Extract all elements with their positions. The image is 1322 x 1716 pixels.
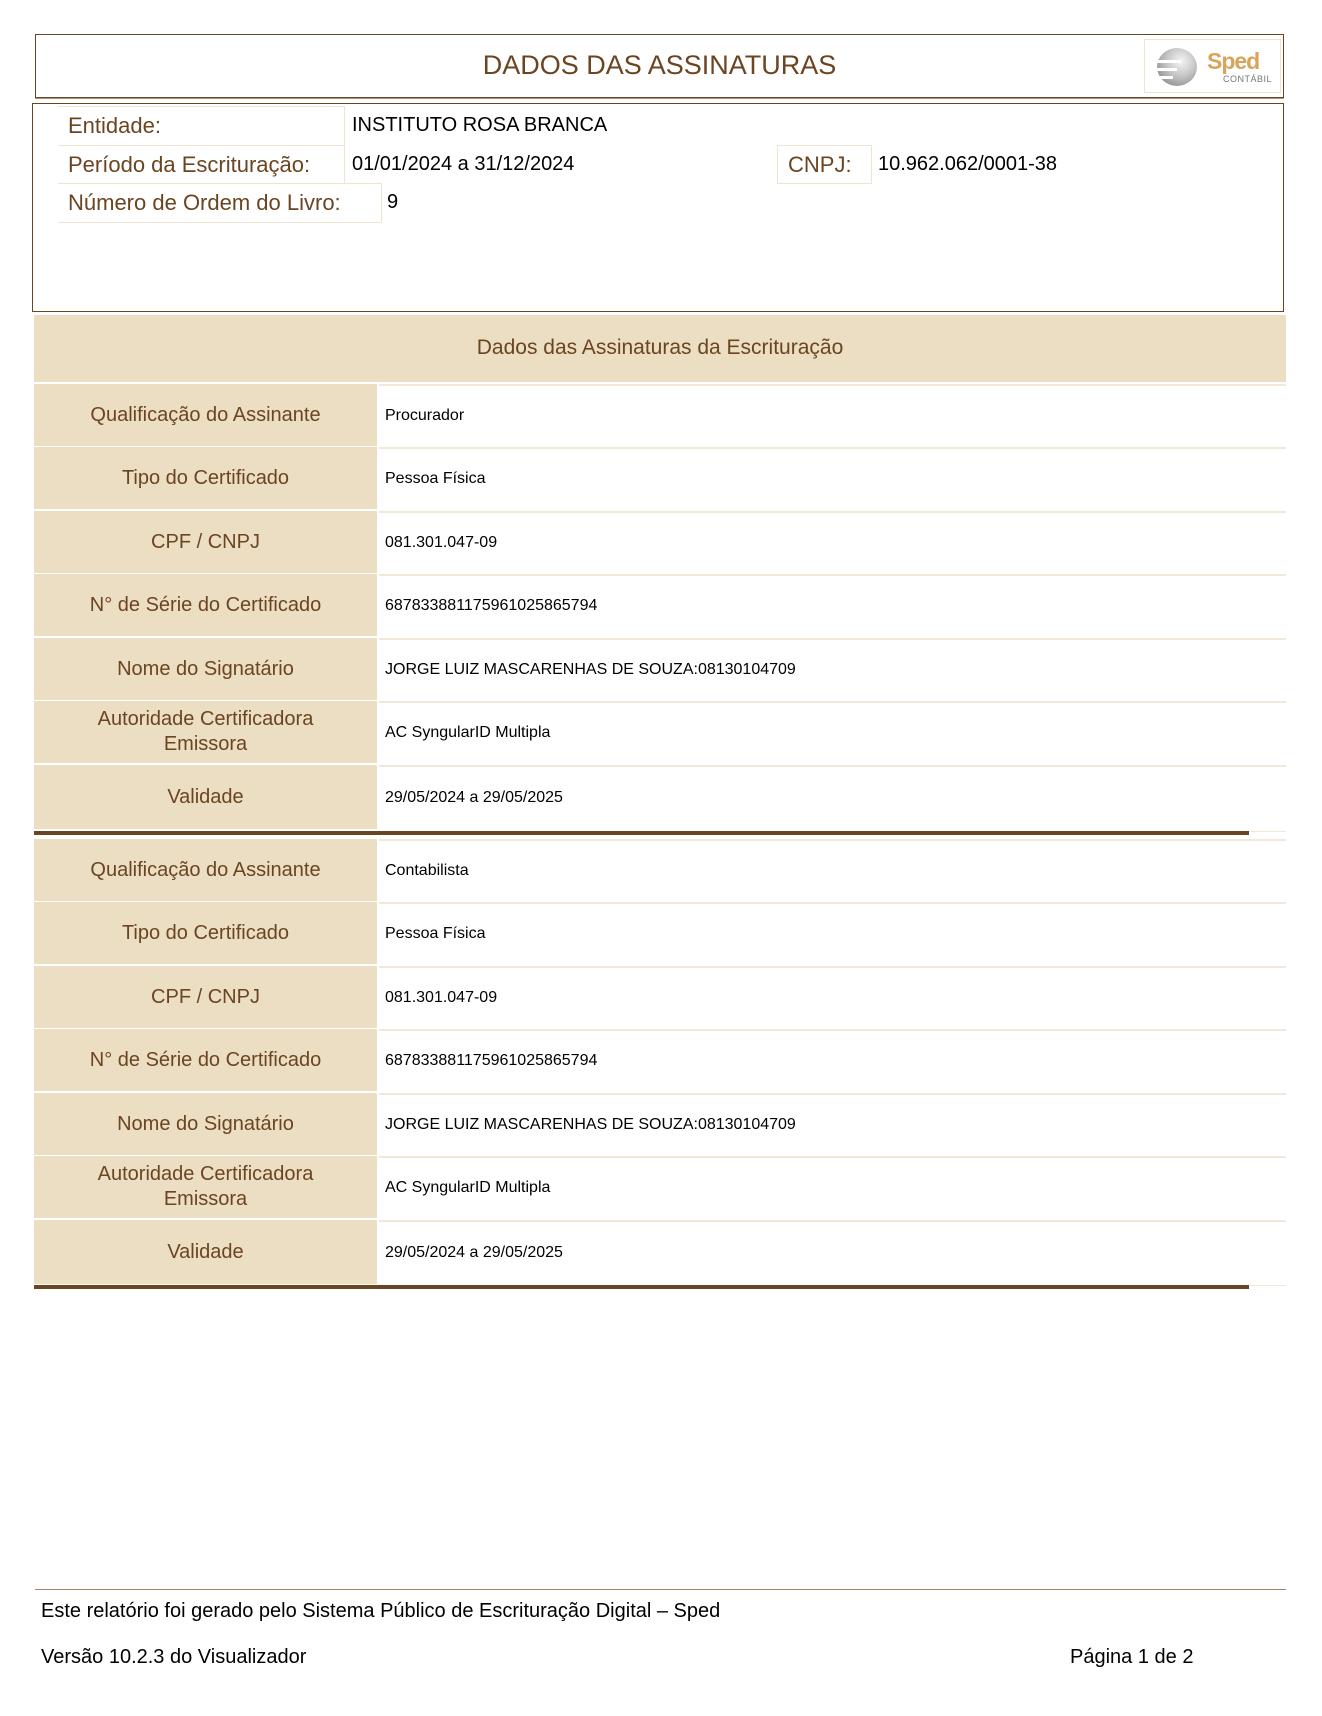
section-title: Dados das Assinaturas da Escrituração [476, 336, 844, 359]
row-label: CPF / CNPJ [34, 966, 377, 1028]
numero-ordem-value: 9 [387, 191, 399, 213]
table-row [34, 966, 1286, 1028]
row-value: Procurador [379, 384, 1286, 446]
row-value: AC SyngularID Multipla [379, 701, 1286, 763]
row-value: Pessoa Física [379, 447, 1286, 509]
row-label: Validade [34, 765, 377, 829]
row-value: 081.301.047-09 [379, 966, 1286, 1028]
periodo-value: 01/01/2024 a 31/12/2024 [352, 153, 575, 175]
periodo-label: Período da Escrituração: [58, 145, 345, 184]
footer-divider [35, 1589, 1286, 1590]
row-label: Autoridade Certificadora Emissora [34, 1156, 377, 1218]
logo-subtitle: CONTÁBIL [1223, 74, 1273, 84]
row-value: JORGE LUIZ MASCARENHAS DE SOUZA:08130104709 [379, 638, 1286, 700]
footer-page-number: Página 1 de 2 [1070, 1646, 1194, 1668]
row-label: Nome do Signatário [34, 1093, 377, 1155]
row-label: N° de Série do Certificado [34, 574, 377, 636]
row-value: Contabilista [379, 839, 1286, 901]
row-label: N° de Série do Certificado [34, 1029, 377, 1091]
table-row [34, 384, 1286, 446]
entidade-value: INSTITUTO ROSA BRANCA [352, 114, 608, 136]
table-row [34, 1220, 1286, 1284]
row-label: Tipo do Certificado [34, 902, 377, 964]
row-value: 68783388117596102586579​4 [379, 574, 1286, 636]
report-header [35, 34, 1284, 98]
entity-info-box [32, 103, 1284, 312]
row-label: Tipo do Certificado [34, 447, 377, 509]
table-row [34, 1029, 1286, 1091]
table-row [34, 638, 1286, 700]
row-label: Autoridade Certificadora Emissora [34, 701, 377, 763]
table-row [34, 511, 1286, 573]
row-value: 29/05/2024 a 29/05/2025 [379, 1220, 1286, 1284]
section-header [34, 315, 1286, 382]
table-row [34, 765, 1286, 829]
row-value: JORGE LUIZ MASCARENHAS DE SOUZA:08130104709 [379, 1093, 1286, 1155]
table-row [34, 574, 1286, 636]
table-row [34, 839, 1286, 901]
table-row [34, 447, 1286, 509]
row-value: 081.301.047-09 [379, 511, 1286, 573]
footer-generated-by: Este relatório foi gerado pelo Sistema Público de Escrituração Digital – Sped [41, 1600, 721, 1622]
numero-ordem-label: Número de Ordem do Livro: [58, 183, 382, 223]
block-separator [34, 1285, 1249, 1289]
report-title: DADOS DAS ASSINATURAS [482, 50, 837, 80]
table-row [34, 902, 1286, 964]
cnpj-label: CNPJ: [777, 145, 872, 184]
row-value: 29/05/2024 a 29/05/2025 [379, 765, 1286, 829]
table-row [34, 1093, 1286, 1155]
row-label: Qualificação do Assinante [34, 384, 377, 446]
logo-brand: Sped [1207, 48, 1260, 74]
row-label: CPF / CNPJ [34, 511, 377, 573]
cnpj-value: 10.962.062/0001-38 [878, 153, 1058, 175]
footer-version: Versão 10.2.3 do Visualizador [41, 1646, 307, 1668]
sped-globe-icon [1157, 48, 1197, 86]
separator-line [1249, 1285, 1286, 1286]
entidade-label: Entidade: [58, 106, 345, 146]
row-label: Qualificação do Assinante [34, 839, 377, 901]
row-label: Nome do Signatário [34, 638, 377, 700]
sped-logo [1144, 39, 1281, 93]
row-label: Validade [34, 1220, 377, 1284]
table-row [34, 1156, 1286, 1218]
block-separator [34, 831, 1249, 835]
table-row [34, 701, 1286, 763]
row-value: 687833881175961025865794 [379, 1029, 1286, 1091]
row-value: AC SyngularID Multipla [379, 1156, 1286, 1218]
separator-line [1249, 831, 1286, 832]
row-value: Pessoa Física [379, 902, 1286, 964]
